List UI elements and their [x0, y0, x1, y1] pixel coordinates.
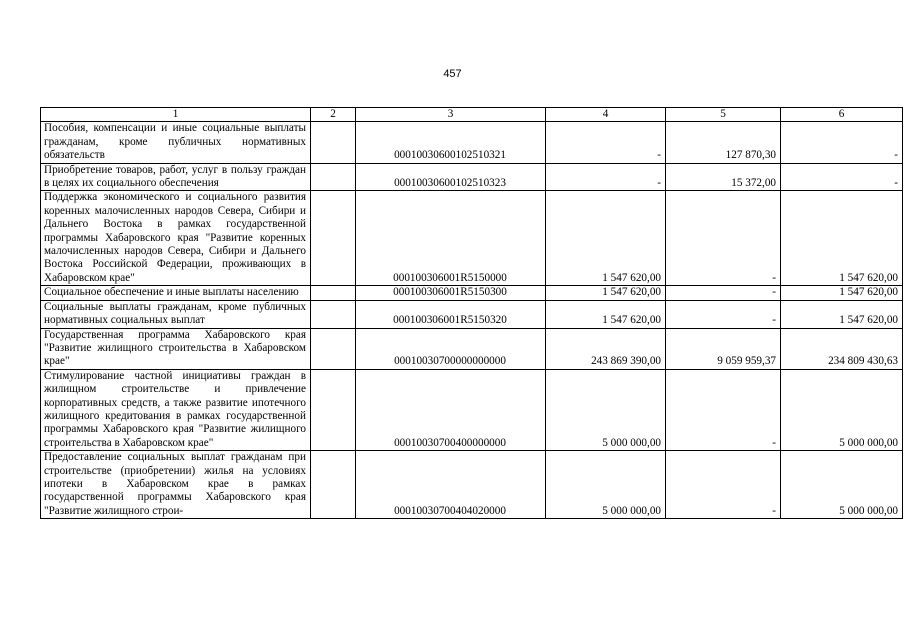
header-cell-2: 2 [311, 108, 356, 122]
row-name-cell: Поддержка экономического и социального развития коренных малочисленных народов Севера, Сибири и Дальнего Востока в рамках государственной программы Хабаровского края "Развитие коренных малочисленных народов Севера, Сибири и Дальнего Востока Российской Федерации, проживающих в Хабаровском крае" [41, 191, 311, 286]
table-row [41, 328, 903, 369]
row-code-cell: 00010030700000000000 [356, 328, 546, 369]
budget-table [40, 107, 903, 519]
header-cell-6: 6 [781, 108, 903, 122]
row-col6-cell: 1 547 620,00 [781, 191, 903, 286]
row-code-cell: 000100306001R5150320 [356, 300, 546, 328]
row-col2-cell [311, 163, 356, 191]
row-col4-cell: 1 547 620,00 [546, 286, 666, 300]
row-col6-cell: 1 547 620,00 [781, 300, 903, 328]
table-row [41, 300, 903, 328]
row-name-cell: Предоставление социальных выплат гражданам при строительстве (приобретении) жилья на условиях ипотеки в Хабаровском крае в рамках государственной программы Хабаровского края "Развитие жилищного строи- [41, 451, 311, 519]
row-col4-cell: - [546, 122, 666, 163]
table-row [41, 191, 903, 286]
row-col2-cell [311, 122, 356, 163]
row-col4-cell: - [546, 163, 666, 191]
row-col4-cell: 1 547 620,00 [546, 300, 666, 328]
row-col4-cell: 1 547 620,00 [546, 191, 666, 286]
row-col5-cell: 15 372,00 [666, 163, 781, 191]
row-col4-cell: 5 000 000,00 [546, 451, 666, 519]
row-col5-cell: - [666, 369, 781, 450]
row-col5-cell: - [666, 191, 781, 286]
row-col6-cell: 5 000 000,00 [781, 369, 903, 450]
row-col5-cell: - [666, 286, 781, 300]
row-col6-cell: 234 809 430,63 [781, 328, 903, 369]
header-cell-3: 3 [356, 108, 546, 122]
table-row [41, 122, 903, 163]
row-col2-cell [311, 328, 356, 369]
row-name-cell: Стимулирование частной инициативы граждан в жилищном строительстве и привлечение корпоративных средств, а также развитие ипотечного жилищного кредитования в рамках государственной программы Хабаровского края "Развитие жилищного строительства в Хабаровском крае" [41, 369, 311, 450]
table-row [41, 369, 903, 450]
row-code-cell: 000100306001R5150300 [356, 286, 546, 300]
page-number: 457 [443, 68, 462, 80]
row-col4-cell: 5 000 000,00 [546, 369, 666, 450]
row-code-cell: 00010030700400000000 [356, 369, 546, 450]
header-cell-5: 5 [666, 108, 781, 122]
row-name-cell: Социальное обеспечение и иные выплаты населению [41, 286, 311, 300]
row-col2-cell [311, 286, 356, 300]
row-col5-cell: 127 870,30 [666, 122, 781, 163]
row-name-cell: Социальные выплаты гражданам, кроме публичных нормативных социальных выплат [41, 300, 311, 328]
table-row [41, 286, 903, 300]
row-col2-cell [311, 369, 356, 450]
row-col5-cell: - [666, 300, 781, 328]
table-header-row [41, 108, 903, 122]
table-row [41, 163, 903, 191]
row-name-cell: Приобретение товаров, работ, услуг в пользу граждан в целях их социального обеспечения [41, 163, 311, 191]
table-body [41, 108, 903, 519]
table-row [41, 451, 903, 519]
row-code-cell: 000100306001R5150000 [356, 191, 546, 286]
row-name-cell: Пособия, компенсации и иные социальные выплаты гражданам, кроме публичных нормативных обязательств [41, 122, 311, 163]
row-col6-cell: - [781, 163, 903, 191]
row-col2-cell [311, 451, 356, 519]
header-cell-1: 1 [41, 108, 311, 122]
row-col6-cell: - [781, 122, 903, 163]
row-col5-cell: - [666, 451, 781, 519]
row-col2-cell [311, 191, 356, 286]
row-code-cell: 00010030600102510323 [356, 163, 546, 191]
row-col2-cell [311, 300, 356, 328]
row-code-cell: 00010030600102510321 [356, 122, 546, 163]
row-col4-cell: 243 869 390,00 [546, 328, 666, 369]
row-name-cell: Государственная программа Хабаровского края "Развитие жилищного строительства в Хабаровском крае" [41, 328, 311, 369]
row-code-cell: 00010030700404020000 [356, 451, 546, 519]
header-cell-4: 4 [546, 108, 666, 122]
row-col5-cell: 9 059 959,37 [666, 328, 781, 369]
row-col6-cell: 5 000 000,00 [781, 451, 903, 519]
row-col6-cell: 1 547 620,00 [781, 286, 903, 300]
